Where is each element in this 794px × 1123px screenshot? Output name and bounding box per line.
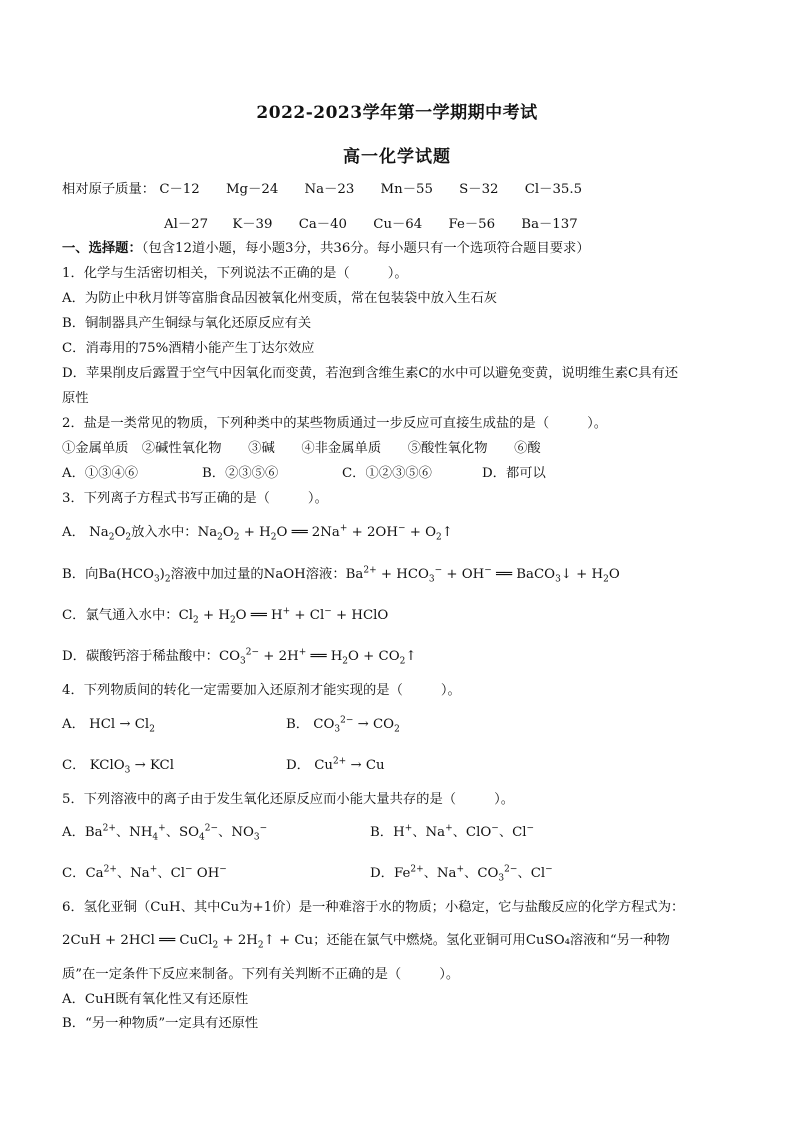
atomic-mass-label: 相对原子质量： [62,182,156,197]
question-5-stem [62,791,514,809]
question-3-option-b: B．向$Ba(HCO_3)_2$溶液中加过量的NaOH溶液：$Ba^{2+} + HCO_3^- + OH^-$ ══ BaCO$_3$↓ + $H_2O$ [62,565,620,585]
option-label: A． [62,825,85,840]
question-1-stem [62,265,408,283]
option-label: B． [370,825,394,840]
atomic-mass-item: K－39 [232,217,273,232]
option-text: 溶液中加过量的NaOH溶液： [170,567,346,582]
question-1-option-a: A．为防止中秋月饼等富脂食品因被氧化州变质，常在包装袋中放入生石灰 [62,291,498,306]
question-3-option-c: C．氯气通入水中：$Cl_2 + H_2O$ ══ H+ + Cl− + HClO [62,606,389,626]
question-5-option-a: A．$Ba^{2+}$、$NH_4^+$、$SO_4^{2-}$、$NO_3^-$ [62,823,268,843]
question-5-option-c: C．$Ca^{2+}$、Na+、Cl− OH− [62,864,227,881]
question-2-options [62,465,546,483]
option-label: C．氯气通入水中： [62,608,179,623]
option-label: D． [286,758,310,773]
question-4-option-d: D． $Cu^{2+} \to Cu$ [286,756,385,773]
atomic-mass-item: Ca－40 [298,217,348,232]
question-2-option-c: C．①②③⑤⑥ [342,466,432,481]
option-label: B． [286,717,310,732]
atomic-mass-item: Mg－24 [225,182,279,197]
question-text: ）。 [439,967,460,982]
question-2-option-b: B．②③⑤⑥ [202,466,279,481]
atomic-mass-item: Mn－55 [380,182,433,197]
question-5-option-b: B．H+、Na+、ClO−、Cl− [370,823,535,840]
question-2-items: ①金属单质 ②碱性氧化物 ③碱 ④非金属单质 ⑤酸性氧化物 ⑥酸 [62,441,541,456]
atomic-mass-item: Cl－35.5 [524,182,583,197]
question-6-line-1: 6．氢化亚铜（CuH、其中Cu为+1价）是一种难溶于水的物质；小稳定，它与盐酸反应的化学方程式为： [62,900,685,915]
atomic-mass-item: Fe－56 [448,217,496,232]
question-6-line-2: 2CuH + 2HCl ══ CuCl$_2$ + $2H_2↑ + Cu$；还能在氯气中燃烧。氢化亚铜可用CuSO₄溶液和“另一种物 [62,933,670,951]
question-6-option-b: B．“另一种物质”一定具有还原性 [62,1016,259,1031]
question-text: ）。 [587,416,608,431]
question-1-option-c: C．消毒用的75%酒精小能产生丁达尔效应 [62,341,315,356]
section-note: （包含12道小题，每小题3分，共36分。每小题只有一个选项符合题目要求） [141,241,590,256]
question-4-option-a: A． HCl → $Cl_2$ [62,717,155,735]
section-heading [62,240,590,258]
question-3-option-a: A． $Na_2O_2$放入水中：$Na_2O_2 + H_2O$ ══ $2Na^+ + 2OH^- + O_2↑$ [62,523,453,543]
section-title: 一、选择题： [62,241,142,256]
question-text: ；还能在氯气中燃烧。氢化亚铜可用CuSO₄溶液和“另一种物 [313,933,670,948]
question-text: ）。 [307,491,328,506]
atomic-mass-item: Na－23 [304,182,355,197]
atomic-mass-item: Ba－137 [521,217,578,232]
atomic-mass-item: C－12 [159,182,200,197]
question-3-option-d: D．碳酸钙溶于稀盐酸中：$CO_3^{2-} + 2H^+$ ══ $H_2O$ + $CO_2↑$ [62,647,417,667]
question-4-option-c: C． KClO$_3$ → KCl [62,758,174,776]
atomic-mass-row-1 [62,181,582,199]
question-6-line-3 [62,966,459,984]
question-text: 4．下列物质间的转化一定需要加入还原剂才能实现的是（ [62,683,403,698]
question-4-option-b: B． $CO_3^{2-} \to CO_2$ [286,715,400,735]
option-text: 放入水中： [131,525,198,540]
question-5-option-d: D．$Fe^{2+}$、Na+、$CO_3^{2-}$、Cl− [370,864,553,884]
question-1-option-d: D．苹果削皮后露置于空气中因氧化而变黄，若泡到含维生素C的水中可以避免变黄，说明维生素C具有还 [62,366,679,381]
option-label: D． [370,866,394,881]
atomic-mass-item: S－32 [459,182,499,197]
question-1-option-d-cont: 原性 [62,391,89,406]
atomic-mass-item: Al－27 [164,217,209,232]
option-label: C． [62,866,86,881]
option-label: C． [62,758,86,773]
option-label: D．碳酸钙溶于稀盐酸中： [62,649,219,664]
exam-title: 2022-2023学年第一学期期中考试 [256,103,538,123]
question-text: ）。 [494,792,515,807]
question-6-option-a: A．CuH既有氧化性又有还原性 [62,992,249,1007]
exam-subtitle: 高一化学试题 [343,147,451,167]
question-1-option-b: B．铜制器具产生铜绿与氧化还原反应有关 [62,316,312,331]
question-4-stem [62,682,461,700]
atomic-mass-row-2 [164,216,578,234]
question-text: 3．下列离子方程式书写正确的是（ [62,491,270,506]
question-2-option-d: D．都可以 [482,466,546,481]
question-text: 2．盐是一类常见的物质，下列种类中的某些物质通过一步反应可直接生成盐的是（ [62,416,550,431]
question-2-stem [62,415,607,433]
option-label: A． [62,525,85,540]
question-text: 1．化学与生活密切相关，下列说法不正确的是（ [62,266,350,281]
question-3-stem [62,490,328,508]
question-text: ）。 [440,683,461,698]
question-text: 5．下列溶液中的离子由于发生氧化还原反应而小能大量共存的是（ [62,792,457,807]
option-label: B．向 [62,567,99,582]
option-label: A． [62,717,85,732]
question-text: 质”在一定条件下反应来制备。下列有关判断不正确的是（ [62,967,402,982]
question-text: ）。 [387,266,408,281]
question-2-option-a: A．①③④⑥ [62,466,139,481]
atomic-mass-item: Cu－64 [373,217,423,232]
